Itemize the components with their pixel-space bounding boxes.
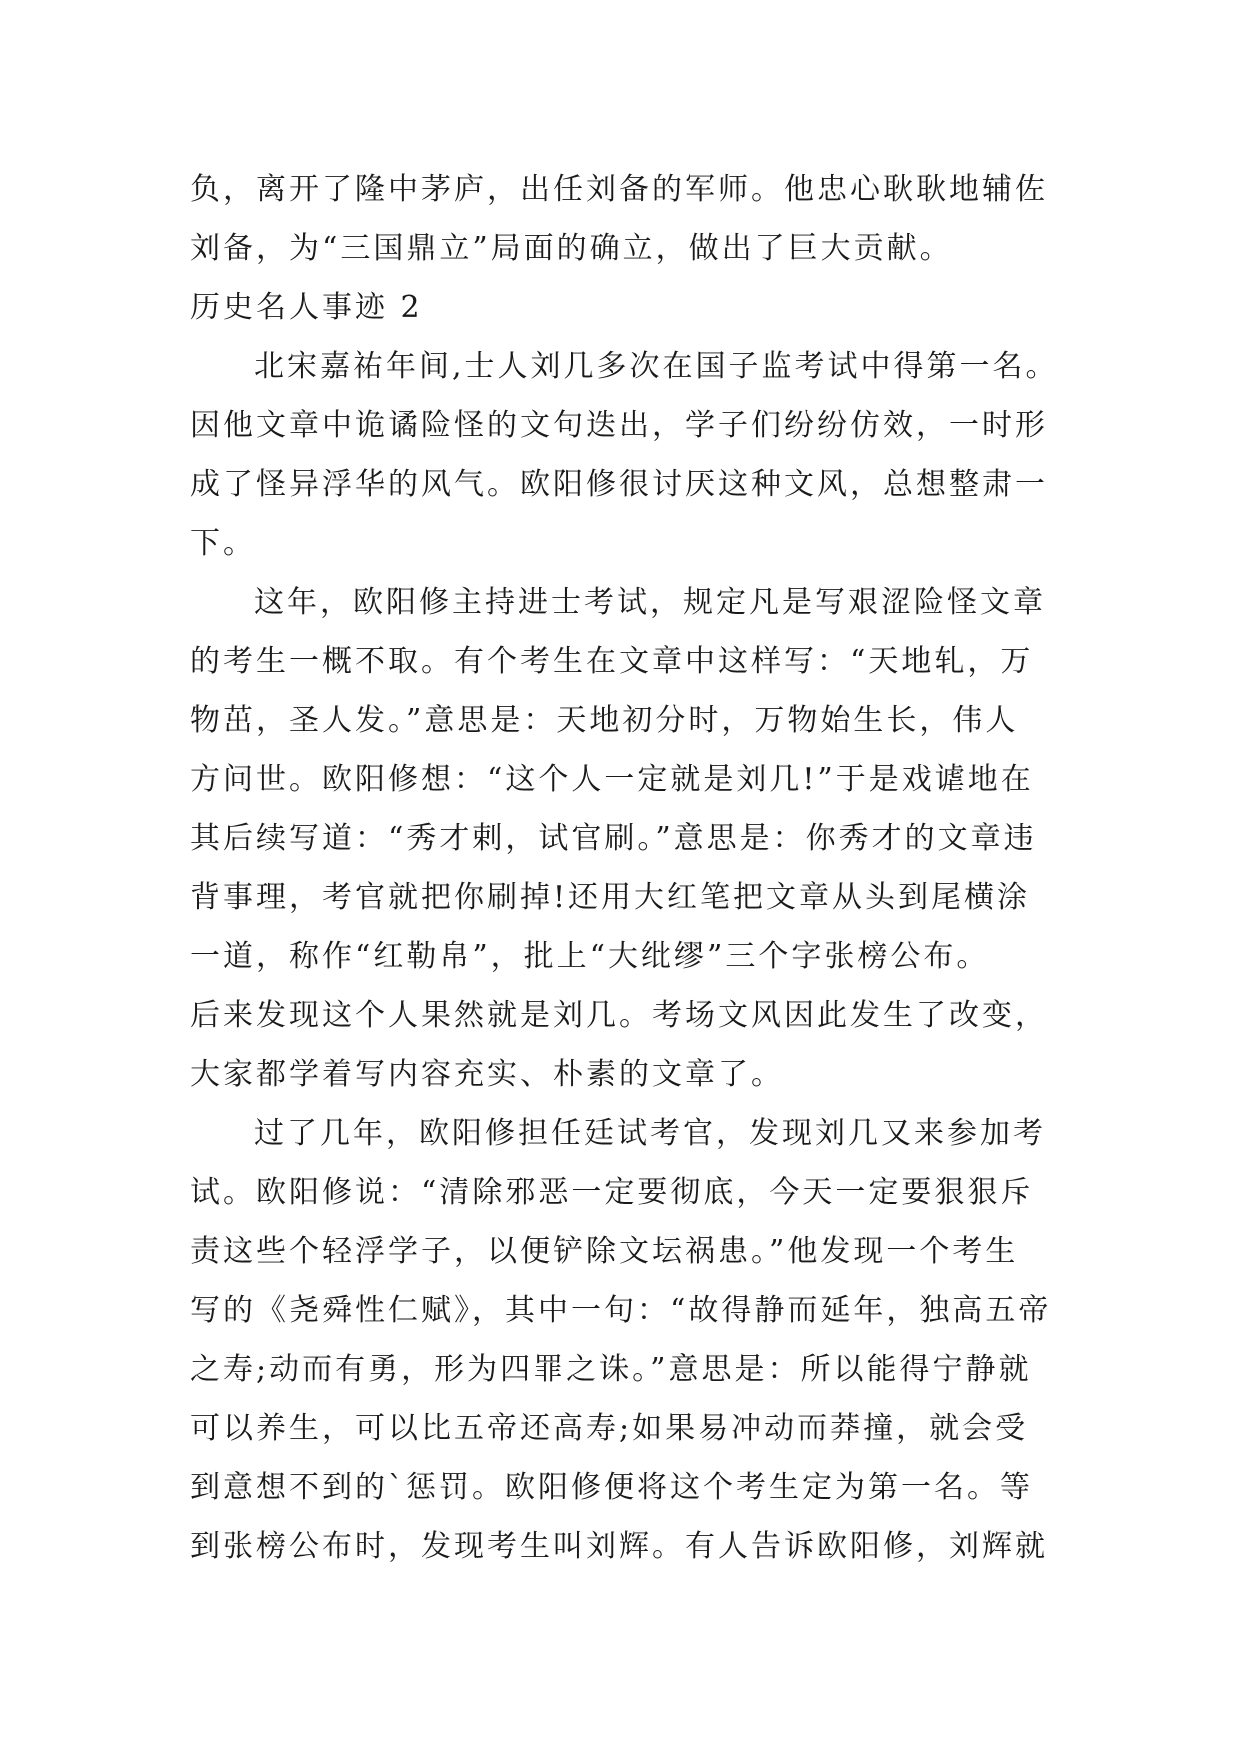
section-heading: 历史名人事迹 2: [190, 290, 423, 325]
text-line: 下。: [190, 526, 256, 561]
text-line: 方问世。欧阳修想：“这个人一定就是刘几!”于是戏谑地在: [190, 762, 1034, 797]
text-line: 到意想不到的`惩罚。欧阳修便将这个考生定为第一名。等: [190, 1470, 1033, 1505]
text-line: 大家都学着写内容充实、朴素的文章了。: [190, 1057, 784, 1092]
text-line: 过了几年，欧阳修担任廷试考官，发现刘几又来参加考: [254, 1116, 1046, 1151]
text-line: 的考生一概不取。有个考生在文章中这样写：“天地轧，万: [190, 644, 1034, 679]
text-line: 之寿;动而有勇，形为四罪之诛。”意思是：所以能得宁静就: [190, 1352, 1032, 1387]
text-line: 负，离开了隆中茅庐，出任刘备的军师。他忠心耿耿地辅佐: [190, 172, 1048, 207]
text-line: 刘备，为“三国鼎立”局面的确立，做出了巨大贡献。: [190, 231, 953, 266]
text-line: 因他文章中诡谲险怪的文句迭出，学子们纷纷仿效，一时形: [190, 408, 1048, 443]
text-line: 后来发现这个人果然就是刘几。考场文风因此发生了改变，: [190, 998, 1048, 1033]
text-line: 物茁，圣人发。”意思是：天地初分时，万物始生长，伟人: [190, 703, 1019, 738]
text-line: 一道，称作“红勒帛”，批上“大纰缪”三个字张榜公布。: [190, 939, 990, 974]
text-line: 其后续写道：“秀才剌，试官刷。”意思是：你秀才的文章违: [190, 821, 1037, 856]
text-line: 写的《尧舜性仁赋》，其中一句：“故得静而延年，独高五帝: [190, 1293, 1052, 1328]
text-line: 成了怪异浮华的风气。欧阳修很讨厌这种文风，总想整肃一: [190, 467, 1048, 502]
text-line: 责这些个轻浮学子，以便铲除文坛祸患。”他发现一个考生: [190, 1234, 1019, 1269]
text-line: 可以养生，可以比五帝还高寿;如果易冲动而莽撞，就会受: [190, 1411, 1029, 1446]
document-body: [190, 160, 1059, 1576]
text-line: 这年，欧阳修主持进士考试，规定凡是写艰涩险怪文章: [254, 585, 1046, 620]
text-line: 北宋嘉祐年间,士人刘几多次在国子监考试中得第一名。: [254, 349, 1059, 384]
text-line: 到张榜公布时，发现考生叫刘辉。有人告诉欧阳修，刘辉就: [190, 1529, 1048, 1564]
text-line: 试。欧阳修说：“清除邪恶一定要彻底，今天一定要狠狠斥: [190, 1175, 1034, 1210]
text-line: 背事理，考官就把你刷掉!还用大红笔把文章从头到尾横涂: [190, 880, 1031, 915]
